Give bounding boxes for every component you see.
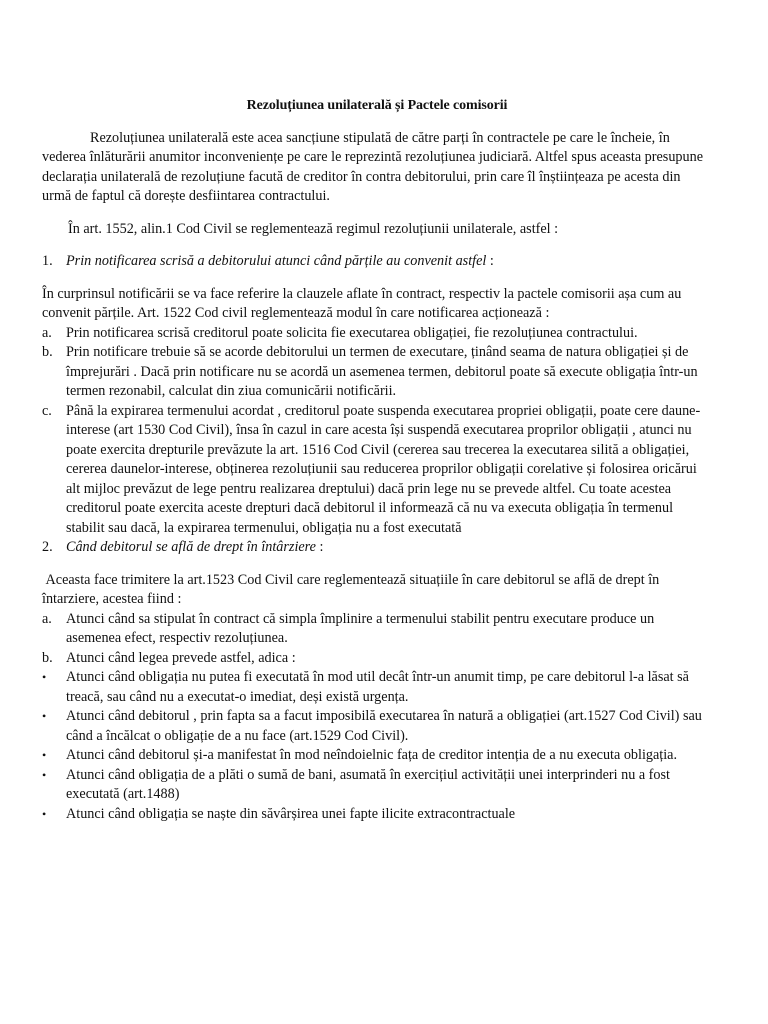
bullet-item-text: Atunci când debitorul , prin fapta sa a facut imposibilă executarea în natură a obligației (art.1527 Cod Civil) sau când a încălcat o obligație de a nu face (art.1529 Cod Civil). bbox=[66, 708, 702, 744]
bullet-item bbox=[42, 805, 712, 825]
section-2-heading-suffix: : bbox=[315, 539, 324, 555]
list-item-marker: b. bbox=[42, 344, 53, 360]
art-1552-paragraph: În art. 1552, alin.1 Cod Civil se reglementează regimul rezoluțiunii unilaterale, astfel : bbox=[68, 220, 559, 237]
list-item-marker: b. bbox=[42, 649, 53, 666]
bullet-icon: • bbox=[42, 806, 47, 821]
delay-list bbox=[42, 610, 712, 669]
bullet-icon: • bbox=[42, 767, 47, 782]
list-item-marker: a. bbox=[42, 610, 52, 627]
art-1523-paragraph: Aceasta face trimitere la art.1523 Cod Civil care reglementează situațiile în care debitorul se află de drept în întarziere, acestea fiind : bbox=[42, 571, 663, 607]
bullet-icon: • bbox=[42, 709, 47, 723]
list-item-marker: c. bbox=[42, 402, 52, 419]
notification-paragraph: În curprinsul notificării se va face referire la clauzele aflate în contract, respectiv la pactele comisorii așa cum au convenit părțile. Art. 1522 Cod civil reglementează modul în care notificarea acționează : bbox=[42, 285, 682, 321]
section-2-heading-text: Când debitorul se află de drept în întârziere bbox=[66, 539, 316, 555]
section-2-marker: 2. bbox=[42, 539, 53, 555]
bullet-icon: • bbox=[42, 670, 47, 684]
section-2-heading bbox=[42, 538, 712, 558]
notification-list bbox=[42, 324, 712, 539]
bullet-item bbox=[42, 766, 712, 805]
section-1-marker: 1. bbox=[42, 253, 53, 269]
list-item-text: Atunci când legea prevede astfel, adica : bbox=[66, 649, 296, 666]
bullet-icon: • bbox=[42, 748, 47, 762]
bullet-item-text: Atunci când obligația nu putea fi executată în mod util decât într-un anumit timp, pe care debitorul l-a lăsat să treacă, sau când nu a executat-o imediat, deși există urgența. bbox=[66, 669, 689, 705]
list-item-marker: a. bbox=[42, 324, 52, 341]
list-item bbox=[42, 402, 712, 539]
list-item bbox=[42, 649, 712, 669]
bullet-list bbox=[42, 668, 712, 824]
bullet-item bbox=[42, 668, 712, 707]
bullet-item-text: Atunci când debitorul și-a manifestat în mod neîndoielnic fața de creditor intenția de a nu executa obligația. bbox=[66, 747, 678, 763]
section-1-heading-text: Prin notificarea scrisă a debitorului atunci când părțile au convenit astfel bbox=[66, 253, 487, 269]
intro-paragraph: Rezoluțiunea unilaterală este acea sancțiune stipulată de către parți în contractele pe care le încheie, în vederea înlăturării anumitor inconveniențe pe care le reprezintă rezoluțiunea judiciară. Altfel spus aceasta presupune declarația unilaterală de rezoluțiune facută de creditor în contra debitorului, prin care îl înștiințeaza pe acesta din urmă de faptul că dorește desfiintarea contractului. bbox=[42, 129, 703, 204]
document-title: Rezoluțiunea unilaterală și Pactele comisorii bbox=[246, 98, 508, 113]
list-item bbox=[42, 610, 712, 649]
bullet-item-text: Atunci când obligația se naște din săvârșirea unei fapte ilicite extracontractuale bbox=[66, 805, 516, 822]
list-item-text: Atunci când sa stipulat în contract că simpla împlinire a termenului stabilit pentru executare produce un asemenea efect, respectiv rezoluțiunea. bbox=[66, 610, 655, 646]
list-item-text: Prin notificarea scrisă creditorul poate solicita fie executarea obligației, fie rezoluțiunea contractului. bbox=[66, 324, 638, 341]
list-item-text: Prin notificare trebuie să se acorde debitorului un termen de executare, ținând seama de natura obligației și de împrejurări . Dacă prin notificare nu se acordă un asemenea termen, debitorul poate să execute obligația într-un termen rezonabil, calculat din ziua comunicării notificării. bbox=[66, 344, 698, 399]
document-page bbox=[42, 96, 712, 824]
list-item-text: Până la expirarea termenului acordat , creditorul poate suspenda executarea propriei obligații, poate cere daune-interese (art 1530 Cod Civil), însa în cazul in care acesta își suspendă executarea proprilor obligații , atunci nu poate exercita drepturile prevăzute la art. 1516 Cod Civil (cererea sau trecerea la executarea silită a obligației, cererea daunelor-interese, obținerea rezoluțiunii sau reducerea proprilor obligații corelative și folosirea oricărui alt mijloc prevăzut de lege pentru realizarea dreptului) dacă prin lege nu se prevede altfel. Cu toate acestea creditorul poate exercita aceste drepturi dacă debitorul il informează că nu va executa obligația în termenul stabilit sau dacă, la expirarea termenului, obligația nu a fost executată bbox=[66, 402, 701, 536]
list-item bbox=[42, 324, 712, 344]
bullet-item bbox=[42, 707, 712, 746]
section-1-heading bbox=[42, 252, 712, 272]
bullet-item bbox=[42, 746, 712, 766]
bullet-item-text: Atunci când obligația de a plăti o sumă de bani, asumată în exercițiul activității unei interprinderi nu a fost executată (art.1488) bbox=[66, 766, 670, 802]
list-item bbox=[42, 343, 712, 402]
section-1-heading-suffix: : bbox=[486, 253, 494, 269]
